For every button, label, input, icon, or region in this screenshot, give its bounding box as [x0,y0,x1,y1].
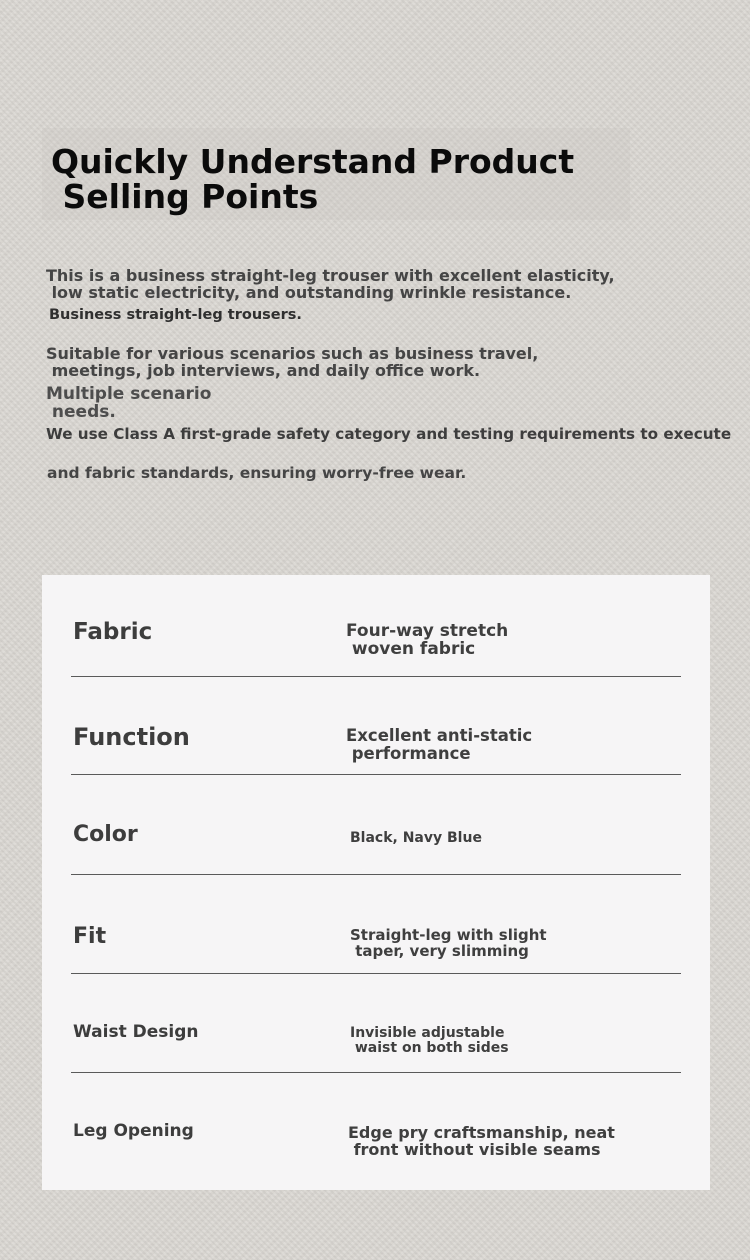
intro-safety-standard: We use Class A first-grade safety category and testing requirements to execute [46,425,732,443]
intro-scenarios: Suitable for various scenarios such as business travel, meetings, job interviews, and daily office work. [46,344,539,380]
spec-row-fit [71,875,681,974]
spec-label: Leg Opening [73,1121,194,1141]
spec-label: Fabric [73,619,153,645]
intro-product-type: Business straight-leg trousers. [49,307,302,323]
spec-row-fabric [71,575,681,677]
spec-table [42,575,710,1190]
spec-value: Excellent anti-static performance [346,726,533,763]
spec-row-waist-design [71,974,681,1073]
spec-label: Function [73,723,190,751]
intro-scenario-summary: Multiple scenario needs. [46,384,212,422]
spec-row-leg-opening [71,1073,681,1190]
intro-safety-standard-continued: and fabric standards, ensuring worry-free wear. [47,464,467,482]
page-title: Quickly Understand Product Selling Points [51,142,575,216]
spec-value: Invisible adjustable waist on both sides [350,1025,509,1056]
spec-row-color [71,775,681,875]
intro-description: This is a business straight-leg trouser with excellent elasticity, low static electricity, and outstanding wrinkle resistance. [46,266,615,302]
spec-label: Color [73,822,138,847]
spec-value: Straight-leg with slight taper, very slimming [350,926,547,960]
spec-value: Black, Navy Blue [350,830,482,846]
spec-value: Edge pry craftsmanship, neat front without visible seams [348,1123,615,1159]
spec-row-function [71,671,681,775]
spec-value: Four-way stretch woven fabric [346,621,509,659]
spec-label: Waist Design [73,1022,199,1042]
spec-label: Fit [73,924,107,949]
